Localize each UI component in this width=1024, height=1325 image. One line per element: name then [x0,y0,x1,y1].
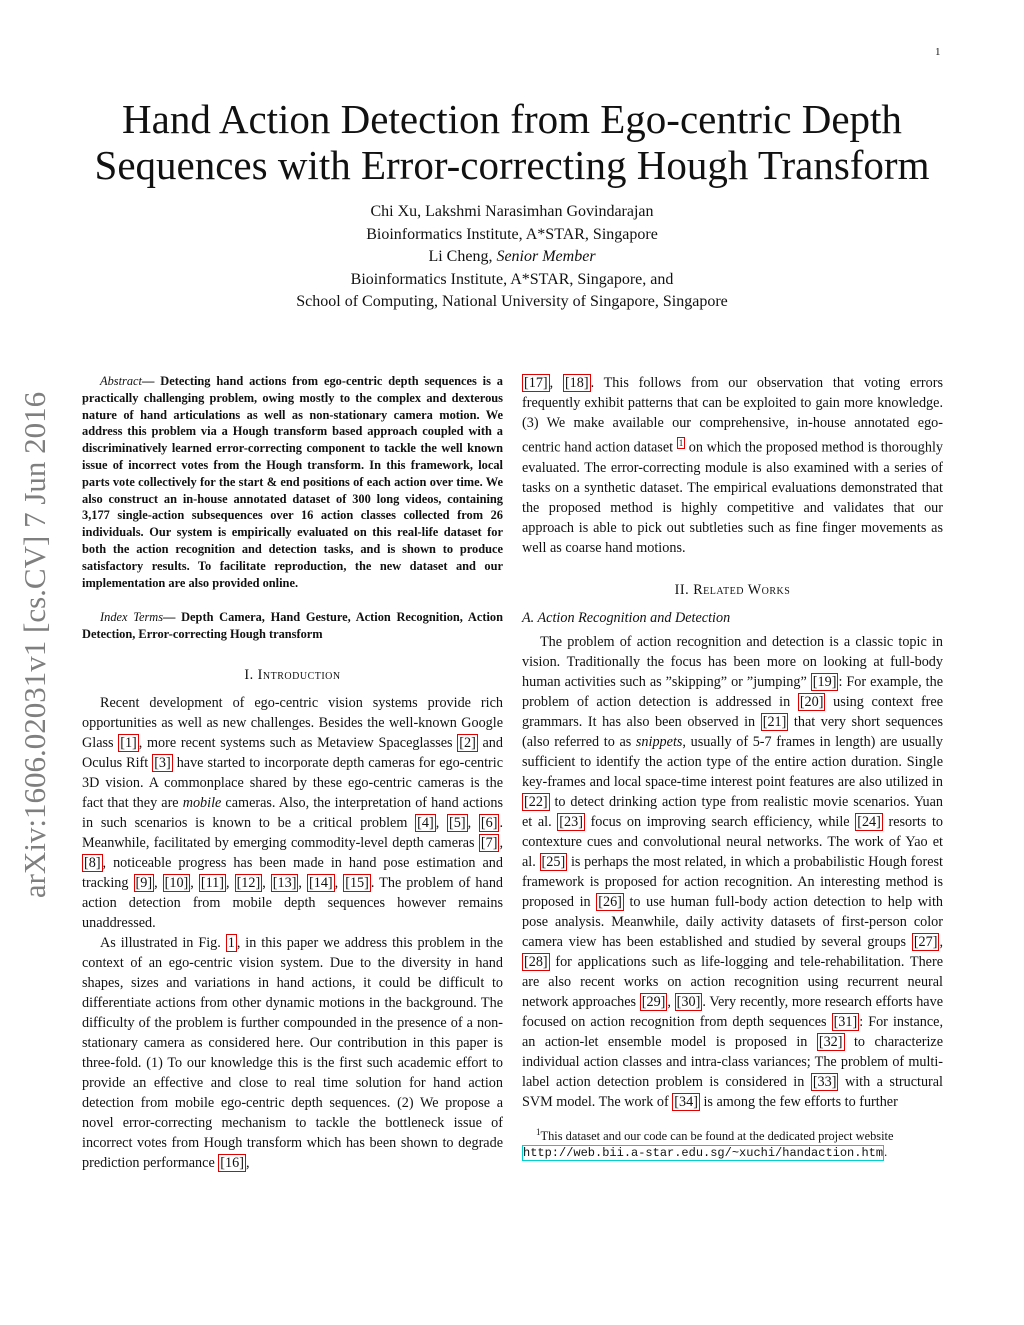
citation-link[interactable]: [30] [676,993,701,1010]
citation-link[interactable]: [33] [812,1073,837,1090]
citation-link[interactable]: [4] [417,814,434,831]
citation-link[interactable]: [14] [309,874,333,891]
citation-link[interactable]: [1] [120,734,137,751]
contribution-paragraph: [17] , [18] . This follows from our observation that voting errors frequently exhibit patterns that can be exploited to gain more knowledge. (3) We make available our comprehensive, in-house annotated ego-centric hand action dataset $^1$ on which the proposed method is thoroughly evaluated. The error-correcting module is also examined with a series of tasks on a synthetic dataset. The empirical evaluations demonstrated that the proposed method is highly competitive and validates that our approach is able to pick out subtleties such as fine finger movements as well as coarse hand motions. [522,375,943,556]
citation-link[interactable]: [25] [541,853,566,870]
index-terms [82,609,503,643]
affiliation-line-1: Bioinformatics Institute, A*STAR, Singapore [366,225,658,243]
right-column [522,373,943,1161]
citation-link[interactable]: [22] [524,793,548,810]
intro-paragraph-2: As illustrated in Fig. 1 , in this paper we address this problem in the context of an ego-centric vision system. Due to the diversity in hand shapes, sizes and variations in hand actions, it could be difficult to differentiate actions from other dynamic motions in the background. The difficulty of the problem is further compounded in the presence of a non-stationary camera as considered here. Our contribution in this paper is three-fold. (1) To our knowledge this is the first such academic effort to provide an effective and close to real time solution for hand action detection from mobile ego-centric depth sequences. (2) We propose a novel error-correcting mechanism to tackle the bottleneck issue of incorrect votes from Hough transform which has been shown to degrade prediction performance [16] , [82,934,504,1171]
citation-link[interactable]: [32] [818,1033,843,1050]
abstract [82,373,503,591]
citation-link[interactable]: [11] [200,874,224,891]
subsection-heading: A. Action Recognition and Detection [522,609,731,626]
citation-link[interactable]: [34] [674,1093,698,1110]
related-works-paragraph: The problem of action recognition and detection is a classic topic in vision. Traditionally the focus has been more on looking at full-body human activities such as ”skipping” or ”jumping” [19] : For example, the problem of action detection is addressed in [20] using context free grammars. It has also been observed in [21] that very short sequences (also referred to as snippets, usually of 5-7 frames in length) are usually sufficient to identify the action type of the entire action duration. Single key-frames and local space-time interest point features are also utilized in [22] to detect drinking action type from realistic movie scenarios. Yuan et al. [23] focus on improving search efficiency, while [24] resorts to contexture cues and convolutional neural networks. The work of Yao et al. [25] is perhaps the most related, in which a probabilistic Hough forest framework is proposed for action recognition. An interesting method is proposed in [26] to use human full-body action detection to help with pose analysis. Meanwhile, daily activity datasets of first-person color camera view has been established and studied by several groups [27] , [28] for applications such as life-logging and tele-rehabilitation. There are also recent works on action recognition using recurrent neural network approaches [29] , [30] . Very recently, more research efforts have focused on action recognition from depth sequences [31] : For instance, an action-let ensemble model is proposed in [32] to characterize individual action classes and intra-class variances; The problem of multi-label action detection problem is considered in [33] with a structural SVM model. The work of [34] is among the few efforts to further [522,633,944,1110]
citation-link[interactable]: [31] [833,1013,858,1030]
citation-link[interactable]: [15] [345,874,369,891]
section-heading-introduction: I. Introduction [244,666,341,683]
affiliation-line-2: Bioinformatics Institute, A*STAR, Singapore, and [350,270,674,288]
citation-link[interactable]: [3] [154,754,171,771]
footnote-mark: 1 [536,1126,541,1137]
footnote: $^1$This dataset and our code can be found at the dedicated project website http://web.bii.a-star.edu.sg/~xuchi/handaction.htm. [523,1126,894,1160]
title-line-2: Sequences with Error-correcting Hough Transform [94,142,930,188]
footnote-text: This dataset and our code can be found at the dedicated project website [540,1128,894,1143]
citation-link[interactable]: [9] [135,874,153,891]
citation-link[interactable]: [13] [272,874,297,891]
emphasis-mobile: mobile [182,794,222,811]
emphasis-snippets: snippets [635,733,683,750]
citation-link[interactable]: [21] [762,713,787,730]
citation-link[interactable]: [17] [524,375,548,391]
citation-link[interactable]: [10] [164,874,189,891]
author-role: Senior Member [496,248,596,265]
citation-link[interactable]: [7] [480,834,498,851]
citation-link[interactable]: [16] [220,1154,244,1171]
citation-link[interactable]: [28] [524,953,548,970]
citation-link[interactable]: [27] [913,933,938,950]
citation-link[interactable]: [26] [598,893,622,910]
abstract-text: — Detecting hand actions from ego-centric depth sequences is a practically challenging problem, owing mostly to the complex and dexterous nature of hand articulations as well as non-stationary camera motion. We address this problem via a Hough transform based approach coupled with a discriminatively learned error-correcting component to tackle the well known issue of incorrect votes from the Hough transform. In this framework, local parts vote collectively for the start & end positions of each action over time. We also construct an in-house annotated dataset of 300 long videos, containing 3,177 single-action subsequences over 16 action classes collected from 26 individuals. Our system is empirically evaluated on this real-life dataset for both the action recognition and detection tasks, and is shown to produce satisfactory results. To facilitate reproduction, the new dataset and our implementation are also provided online. [82,374,503,590]
citation-link[interactable]: [29] [641,993,666,1010]
citation-link[interactable]: [19] [812,673,837,690]
index-terms-label: Index Terms [100,610,164,625]
project-url-link[interactable]: http://web.bii.a-star.edu.sg/~xuchi/handaction.htm [523,1145,884,1160]
author-block [160,201,864,314]
index-terms-text: — Depth Camera, Hand Gesture, Action Recognition, Action Detection, Error-correcting Hough transform [82,610,503,642]
paper-title [60,96,964,188]
left-column [82,373,503,1173]
affiliation-line-3: School of Computing, National University of Singapore, Singapore [296,293,728,310]
page-number: 1 [935,46,941,58]
citation-link[interactable]: [5] [449,814,466,831]
footnote-link[interactable]: 1 [678,438,684,448]
citation-link[interactable]: [8] [84,854,101,871]
arxiv-stamp: arXiv:1606.02031v1 [cs.CV] 7 Jun 2016 [17,391,52,899]
citation-link[interactable]: [2] [459,734,476,751]
citation-link[interactable]: [6] [480,814,498,831]
intro-paragraph-1: Recent development of ego-centric vision systems provide rich opportunities as well as new challenges. Besides the well-known Google Glass [1] , more recent systems such as Metaview Spaceglasses [2] and Oculus Rift [3] have started to incorporate depth cameras for ego-centric 3D vision. A commonplace shared by these ego-centric cameras is the fact that they are mobile cameras. Also, the interpretation of hand actions in such scenarios is known to be a critical problem [4] , [5] , [6] . Meanwhile, facilitated by emerging commodity-level depth cameras [7] , [8] , noticeable progress has been made in hand pose estimation and tracking [9] , [10] , [11] , [12] , [13] , [14] , [15] . The problem of hand action detection from mobile depth sequences however remains unaddressed. [82,694,504,931]
citation-link[interactable]: [12] [236,874,261,891]
author-line-1: Chi Xu, Lakshmi Narasimhan Govindarajan [370,203,654,220]
author-name: Li Cheng, [428,248,493,265]
citation-link[interactable]: [20] [799,693,824,710]
section-heading-related-works: II. Related Works [674,581,791,598]
abstract-label: Abstract [100,374,142,388]
citation-link[interactable]: [18] [564,375,589,391]
citation-link[interactable]: [23] [559,813,583,830]
author-line-2 [160,246,864,269]
citation-link[interactable]: [24] [857,813,881,830]
figure-link[interactable]: 1 [227,934,235,951]
title-line-1: Hand Action Detection from Ego-centric Depth [122,96,902,142]
